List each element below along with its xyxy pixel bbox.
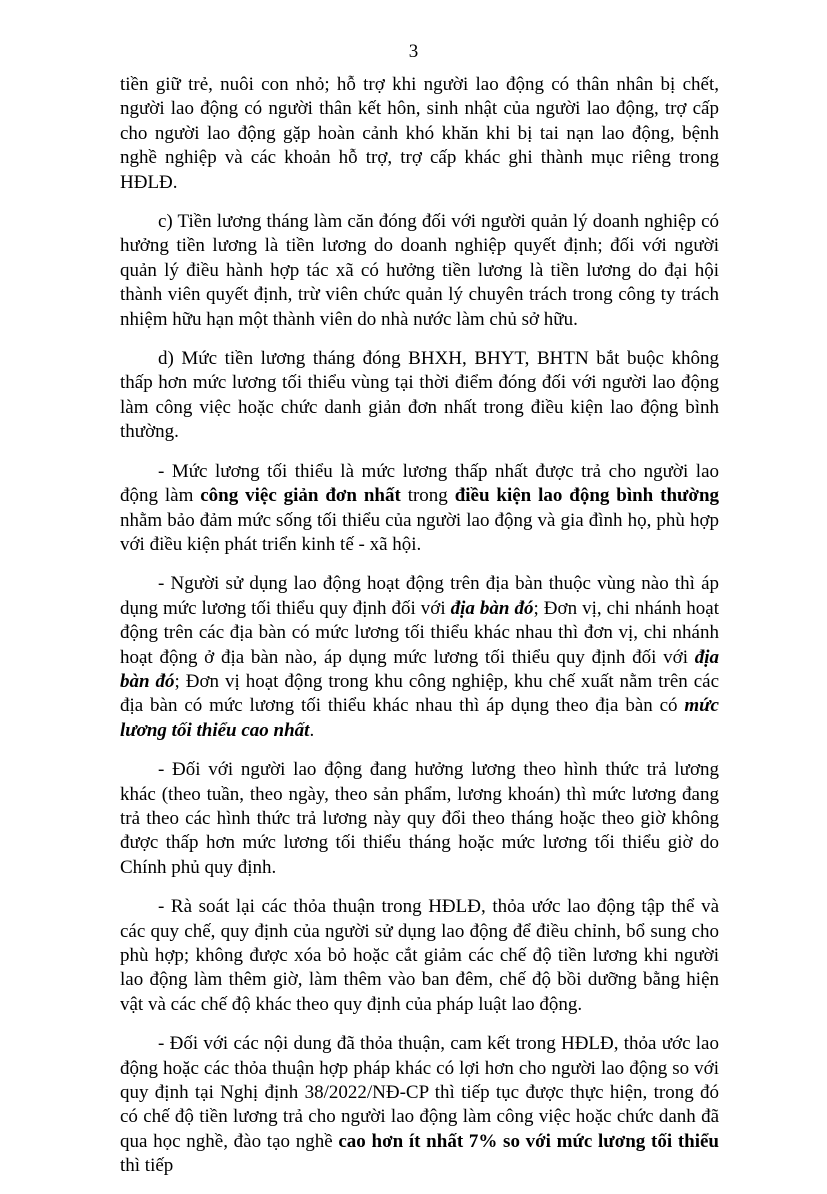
bold-text: điều kiện lao động bình thường <box>454 485 720 507</box>
text-span: ; Đơn vị, chi nhánh hoạt động trên các địa bàn có mức lương tối thiểu khác nhau thì đơn vị, chi nhánh hoạt động ở địa bàn nào, áp dụng mức lương tối thiểu quy định đối với <box>120 597 719 668</box>
text-span: nhằm bảo đảm mức sống tối thiểu của người lao động và gia đình họ, phù hợp với điều kiện phát triển kinh tế - xã hội. <box>120 509 719 555</box>
text-span: trong <box>400 485 455 507</box>
paragraph-employer-region <box>120 572 719 743</box>
bold-italic-text: địa bàn đó <box>450 597 534 619</box>
text-span: - Người sử dụng lao động hoạt động trên địa bàn thuộc vùng nào thì áp dụng mức lương tối thiểu quy định đối với <box>120 573 719 619</box>
paragraph-c: c) Tiền lương tháng làm căn đóng đối với người quản lý doanh nghiệp có hưởng tiền lương là tiền lương do doanh nghiệp quyết định; đối với người quản lý điều hành hợp tác xã có hưởng tiền lương là tiền lương do đại hội thành viên quyết định, trừ viên chức quản lý chuyên trách trong công ty trách nhiệm hữu hạn một thành viên do nhà nước làm chủ sở hữu. <box>120 211 719 330</box>
text-span: - Mức lương tối thiểu là mức lương thấp nhất được trả cho người lao động làm <box>120 460 719 507</box>
bold-text: công việc giản đơn nhất <box>200 485 401 507</box>
text-span: ; Đơn vị hoạt động trong khu công nghiệp, khu chế xuất nằm trên các địa bàn có mức lương tối thiểu khác nhau thì áp dụng theo địa bàn có <box>120 670 719 717</box>
paragraph-existing-agreements <box>120 1032 719 1178</box>
text-span: thì tiếp <box>120 1155 174 1177</box>
bold-italic-text: mức lương tối thiểu cao nhất <box>120 695 719 741</box>
document-body <box>120 73 719 1194</box>
paragraph-other-pay-forms: - Đối với người lao động đang hưởng lương theo hình thức trả lương khác (theo tuần, theo ngày, theo sản phẩm, lương khoán) thì mức lương đang trả theo các hình thức trả lương này quy đổi theo tháng hoặc theo giờ không được thấp hơn mức lương tối thiểu tháng hoặc mức lương tối thiểu giờ do Chính phủ quy định. <box>120 759 719 878</box>
paragraph-minimum-wage-definition <box>120 460 719 558</box>
text-span: . <box>309 719 315 741</box>
paragraph-d: d) Mức tiền lương tháng đóng BHXH, BHYT, BHTN bắt buộc không thấp hơn mức lương tối thiểu vùng tại thời điểm đóng đối với người lao động làm công việc hoặc chức danh giản đơn nhất trong điều kiện lao động bình thường. <box>120 348 719 443</box>
page-number: 3 <box>408 41 419 62</box>
text-span: - Đối với các nội dung đã thỏa thuận, cam kết trong HĐLĐ, thỏa ước lao động hoặc các thỏa thuận hợp pháp khác có lợi hơn cho người lao động so với quy định tại Nghị định 38/2022/NĐ-CP thì tiếp tục được thực hiện, trong đó có chế độ tiền lương trả cho người lao động làm công việc hoặc chức danh đã qua học nghề, đào tạo nghề <box>120 1033 719 1152</box>
paragraph-review-agreements: - Rà soát lại các thỏa thuận trong HĐLĐ, thỏa ước lao động tập thể và các quy chế, quy định của người sử dụng lao động để điều chỉnh, bổ sung cho phù hợp; không được xóa bỏ hoặc cắt giảm các chế độ tiền lương khi người lao động làm thêm giờ, làm thêm vào ban đêm, chế độ bồi dưỡng bằng hiện vật và các chế độ khác theo quy định của pháp luật lao động. <box>120 896 719 1015</box>
bold-text: cao hơn ít nhất 7% so với mức lương tối thiểu <box>338 1130 719 1152</box>
paragraph-continuation: tiền giữ trẻ, nuôi con nhỏ; hỗ trợ khi người lao động có thân nhân bị chết, người lao động có người thân kết hôn, sinh nhật của người lao động, trợ cấp cho người lao động gặp hoàn cảnh khó khăn khi bị tai nạn lao động, bệnh nghề nghiệp và các khoản hỗ trợ, trợ cấp khác ghi thành mục riêng trong HĐLĐ. <box>120 74 719 193</box>
bold-italic-text: địa bàn đó <box>120 646 719 692</box>
